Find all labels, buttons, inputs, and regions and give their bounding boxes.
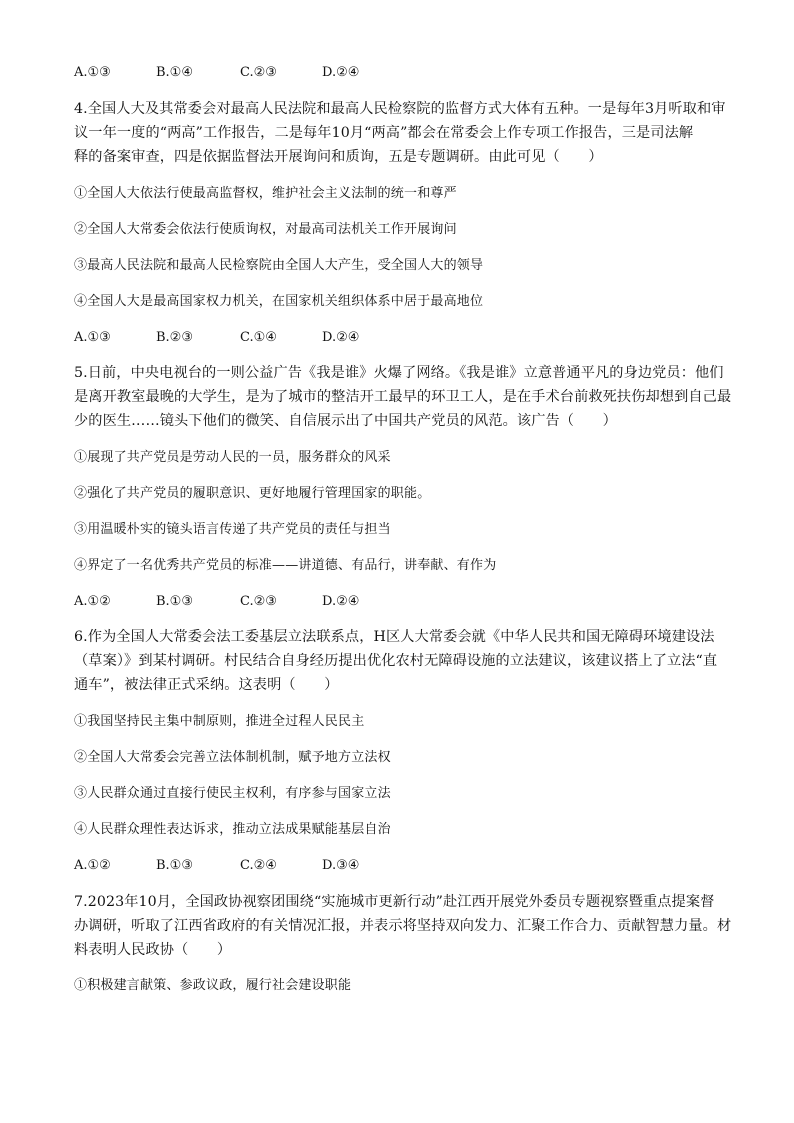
q5-option-b: B.①③ [156,594,193,609]
q6-option-b: B.①③ [156,858,193,873]
q3-option-d: D.②④ [322,65,360,80]
q5-stem-line-2: 是离开教室最晚的大学生，是为了城市的整洁开工最早的环卫工人，是在手术台前救死扶伤却想到自己最 [74,389,732,405]
q6-option-c: C.②④ [240,858,277,873]
q6-statement-1: ①我国坚持民主集中制原则，推进全过程人民民主 [74,714,365,729]
q5-option-a: A.①② [74,594,111,609]
q5-statement-1: ①展现了共产党员是劳动人民的一员，服务群众的风采 [74,450,391,465]
q3-option-b: B.①④ [156,65,193,80]
q7-statement-1: ①积极建言献策、参政议政，履行社会建设职能 [74,978,352,993]
q4-statement-4: ④全国人大是最高国家权力机关，在国家机关组织体系中居于最高地位 [74,294,484,309]
q4-stem-line-2: 议一年一度的“两高”工作报告，二是每年10月“两高”都会在常委会上作专项工作报告，三是司法解 [74,125,694,141]
q6-stem-line-2: （草案）》到某村调研。村民结合自身经历提出优化农村无障碍设施的立法建议，该建议搭上了立法“直 [74,653,718,669]
q4-option-c: C.①④ [240,330,277,345]
q6-stem-line-3: 通车”，被法律正式采纳。这表明（ ） [74,677,339,693]
q7-stem-line-3: 料表明人民政协（ ） [74,942,232,958]
q4-stem-line-1: 4.全国人大及其常委会对最高人民法院和最高人民检察院的监督方式大体有五种。一是每年3月听取和审 [74,101,726,117]
q6-stem-line-1: 6.作为全国人大常委会法工委基层立法联系点，H区人大常委会就《中华人民共和国无障碍环境建设法 [74,629,715,645]
q4-statement-1: ①全国人大依法行使最高监督权，维护社会主义法制的统一和尊严 [74,186,457,201]
q6-statement-2: ②全国人大常委会完善立法体制机制，赋予地方立法权 [74,750,391,765]
q6-option-d: D.③④ [322,858,360,873]
q6-statement-4: ④人民群众理性表达诉求，推动立法成果赋能基层自治 [74,822,391,837]
q4-statement-2: ②全国人大常委会依法行使质询权，对最高司法机关工作开展询问 [74,222,457,237]
q5-statement-3: ③用温暖朴实的镜头语言传递了共产党员的责任与担当 [74,522,391,537]
q4-statement-3: ③最高人民法院和最高人民检察院由全国人大产生，受全国人大的领导 [74,258,484,273]
q5-option-d: D.②④ [322,594,360,609]
q3-option-c: C.②③ [240,65,277,80]
q5-option-c: C.②③ [240,594,277,609]
q4-option-a: A.①③ [74,330,111,345]
q5-statement-4: ④界定了一名优秀共产党员的标准——讲道德、有品行，讲奉献、有作为 [74,558,497,573]
q7-stem-line-2: 办调研，听取了江西省政府的有关情况汇报，并表示将坚持双向发力、汇聚工作合力、贡献智慧力量。材 [74,918,732,934]
q4-stem-line-3: 释的备案审查，四是依据监督法开展询问和质询，五是专题调研。由此可见（ ） [74,149,603,165]
q6-statement-3: ③人民群众通过直接行使民主权利，有序参与国家立法 [74,786,391,801]
q3-option-a: A.①③ [74,65,111,80]
q5-stem-line-1: 5.日前，中央电视台的一则公益广告《我是谁》火爆了网络。《我是谁》立意普通平凡的身边党员：他们 [74,365,724,381]
q4-option-b: B.②③ [156,330,193,345]
q6-option-a: A.①② [74,858,111,873]
q7-stem-line-1: 7.2023年10月，全国政协视察团围绕“实施城市更新行动”赴江西开展党外委员专题视察暨重点提案督 [74,894,715,910]
q5-stem-line-3: 少的医生……镜头下他们的微笑、自信展示出了中国共产党员的风范。该广告（ ） [74,413,617,429]
q4-option-d: D.②④ [322,330,360,345]
q5-statement-2: ②强化了共产党员的履职意识、更好地履行管理国家的职能。 [74,486,431,501]
